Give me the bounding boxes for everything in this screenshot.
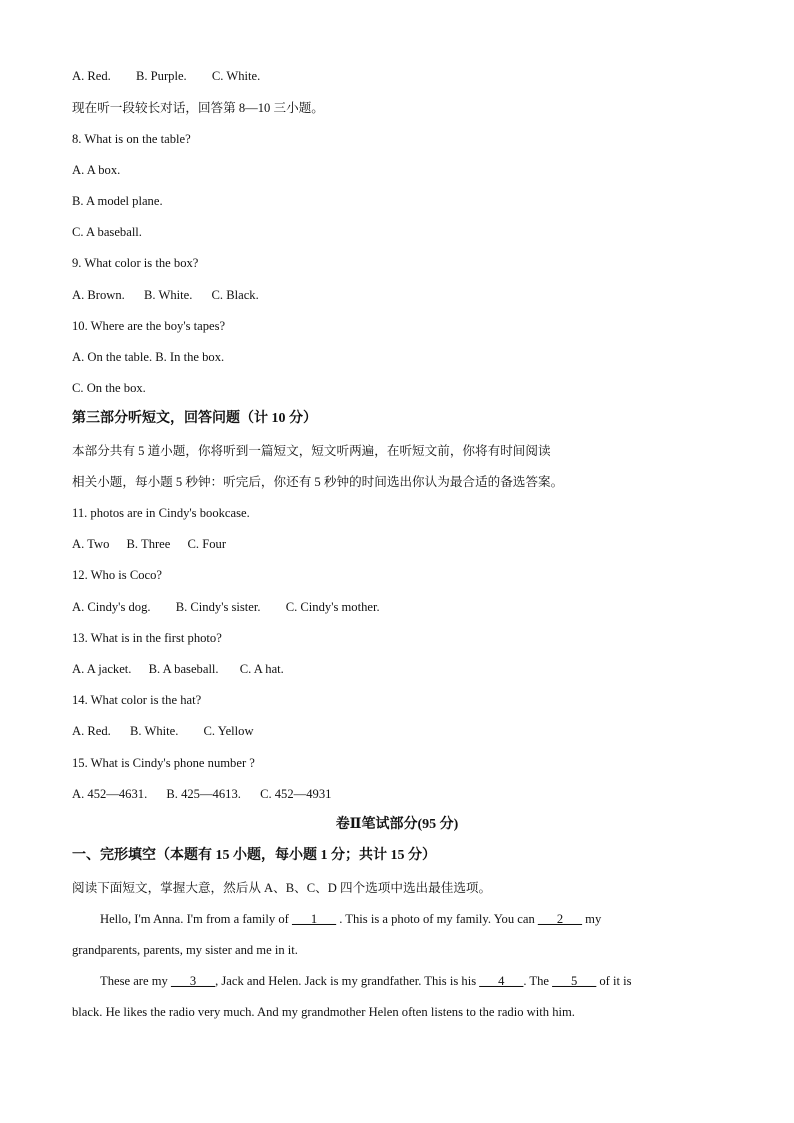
q12-option-b: B. Cindy's sister. — [175, 600, 261, 614]
cloze-paragraph2-line1 — [100, 973, 632, 989]
q14-option-a: A. Red. — [72, 724, 111, 738]
blank-3: ___3___ — [170, 974, 216, 988]
q7-options — [72, 68, 260, 84]
q15-options — [72, 786, 331, 802]
section2-title: 卷Ⅱ笔试部分(95 分) — [335, 817, 459, 832]
part3-intro-line2: 相关小题，每小题 5 秒钟：听完后，你还有 5 秒钟的时间选出你认为最合适的备选答案。 — [72, 475, 564, 489]
dialog-intro: 现在听一段较长对话，回答第 8—10 三小题。 — [72, 101, 324, 115]
q12-option-a: A. Cindy's dog. — [72, 600, 151, 614]
blank-1: ___1___ — [292, 912, 337, 926]
q9-options — [72, 287, 259, 303]
q14-option-c: C. Yellow — [203, 724, 254, 738]
part3-intro-line1: 本部分共有 5 道小题，你将听到一篇短文，短文听两遍，在听短文前，你将有时间阅读 — [72, 444, 551, 458]
q13-option-c: C. A hat. — [239, 662, 284, 676]
q12-option-c: C. Cindy's mother. — [285, 600, 380, 614]
q7-option-a: A. Red. — [72, 69, 111, 83]
q13-options — [72, 661, 284, 677]
q13-stem: 13. What is in the first photo? — [72, 631, 222, 645]
q11-option-a: A. Two — [72, 537, 110, 551]
q10-stem: 10. Where are the boy's tapes? — [72, 319, 226, 333]
q10-options-ab: A. On the table. B. In the box. — [72, 350, 225, 364]
q11-option-b: B. Three — [126, 537, 171, 551]
q15-stem: 15. What is Cindy's phone number ? — [72, 756, 255, 770]
q15-option-b: B. 425—4613. — [166, 787, 241, 801]
q9-stem: 9. What color is the box? — [72, 256, 199, 270]
cloze-heading: 一、完形填空（本题有 15 小题，每小题 1 分；共计 15 分） — [72, 848, 436, 863]
cloze-paragraph1-line2: grandparents, parents, my sister and me in it. — [72, 943, 298, 957]
cloze-text: These are my — [100, 974, 171, 988]
q9-option-a: A. Brown. — [72, 288, 125, 302]
q8-option-c: C. A baseball. — [72, 225, 142, 239]
blank-2: ___2___ — [537, 912, 582, 926]
q14-stem: 14. What color is the hat? — [72, 693, 202, 707]
q14-options — [72, 723, 254, 739]
cloze-text: of it is — [596, 974, 632, 988]
cloze-text: Hello, I'm Anna. I'm from a family of — [100, 912, 292, 926]
q9-option-b: B. White. — [143, 288, 193, 302]
part3-heading: 第三部分听短文，回答问题（计 10 分） — [72, 411, 317, 426]
q13-option-a: A. A jacket. — [72, 662, 132, 676]
q15-option-c: C. 452—4931 — [260, 787, 332, 801]
cloze-text: , Jack and Helen. Jack is my grandfather. This is his — [215, 974, 480, 988]
q11-stem: 11. photos are in Cindy's bookcase. — [72, 506, 250, 520]
q8-stem: 8. What is on the table? — [72, 132, 191, 146]
q12-stem: 12. Who is Coco? — [72, 568, 163, 582]
q13-option-b: B. A baseball. — [148, 662, 219, 676]
cloze-instruction: 阅读下面短文，掌握大意，然后从 A、B、C、D 四个选项中选出最佳选项。 — [72, 881, 492, 895]
cloze-text: my — [582, 912, 602, 926]
q11-options — [72, 536, 226, 552]
q9-option-c: C. Black. — [211, 288, 259, 302]
q14-option-b: B. White. — [129, 724, 179, 738]
q10-option-c: C. On the box. — [72, 381, 146, 395]
cloze-paragraph2-line2: black. He likes the radio very much. And my grandmother Helen often listens to the radio with him. — [72, 1005, 575, 1019]
q7-option-c: C. White. — [211, 69, 261, 83]
cloze-text: . The — [523, 974, 553, 988]
blank-5: ___5___ — [552, 974, 597, 988]
blank-4: ___4___ — [479, 974, 524, 988]
q12-options — [72, 599, 380, 615]
q8-option-b: B. A model plane. — [72, 194, 163, 208]
cloze-text: . This is a photo of my family. You can — [336, 912, 538, 926]
q8-option-a: A. A box. — [72, 163, 121, 177]
q15-option-a: A. 452—4631. — [72, 787, 148, 801]
q11-option-c: C. Four — [187, 537, 227, 551]
q7-option-b: B. Purple. — [135, 69, 187, 83]
cloze-paragraph1-line1 — [100, 911, 601, 927]
